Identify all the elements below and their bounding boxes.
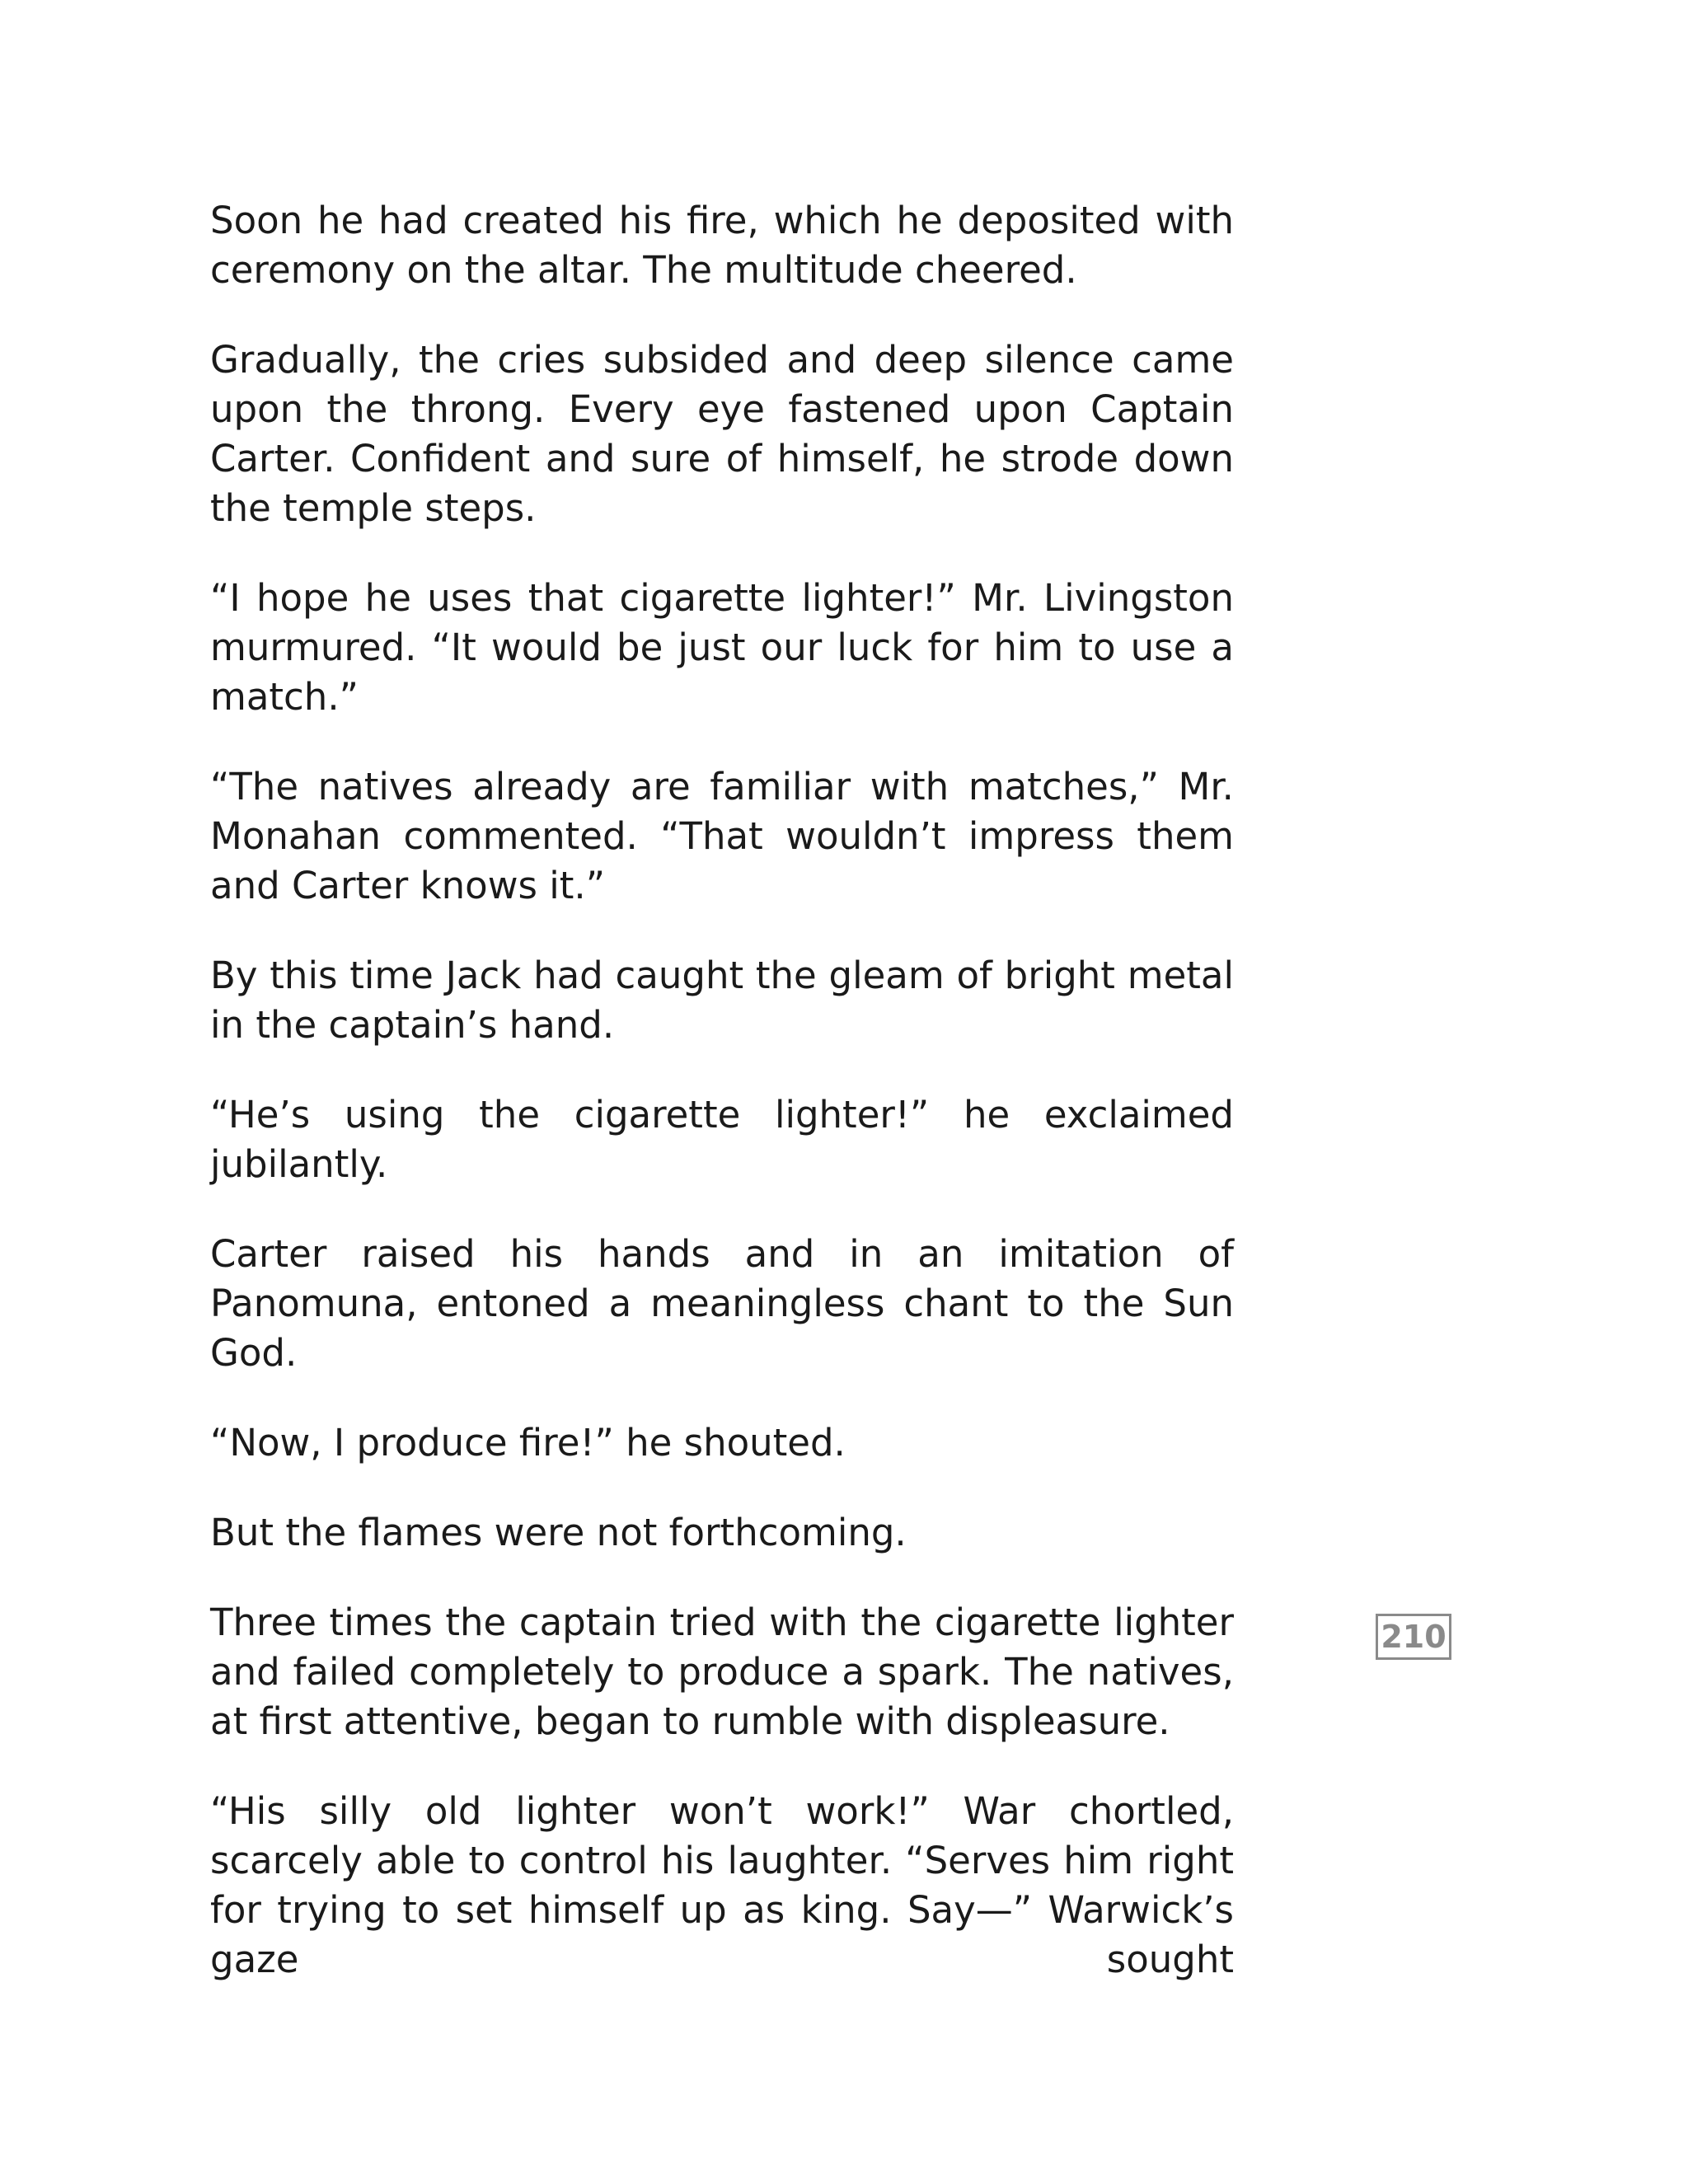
- paragraph: Three times the captain tried with the cigarette lighter and failed completely to produce a spark. The natives, at first attentive, began to rumble with displeasure.: [210, 1601, 1234, 1743]
- paragraph: Gradually, the cries subsided and deep silence came upon the throng. Every eye fastened upon Captain Carter. Confident and sure of himself, he strode down the temple steps.: [210, 338, 1234, 530]
- paragraph: Soon he had created his fire, which he deposited with ceremony on the altar. The multitude cheered.: [210, 199, 1234, 292]
- paragraph: “The natives already are familiar with matches,” Mr. Monahan commented. “That wouldn’t impress them and Carter knows it.”: [210, 765, 1234, 907]
- paragraph: “His silly old lighter won’t work!” War chortled, scarcely able to control his laughter. “Serves him right for trying to set himself up as king. Say—” Warwick’s gaze sought: [210, 1789, 1234, 1981]
- page-number: 210: [1376, 1614, 1451, 1660]
- paragraph: “I hope he uses that cigarette lighter!” Mr. Livingston murmured. “It would be just our luck for him to use a match.”: [210, 576, 1234, 719]
- paragraph: But the flames were not forthcoming.: [210, 1511, 907, 1554]
- body-text: [210, 196, 1234, 1985]
- paragraph: By this time Jack had caught the gleam of bright metal in the captain’s hand.: [210, 954, 1234, 1047]
- paragraph: “He’s using the cigarette lighter!” he exclaimed jubilantly.: [210, 1093, 1234, 1186]
- paragraph: “Now, I produce fire!” he shouted.: [210, 1421, 846, 1465]
- paragraph: Carter raised his hands and in an imitation of Panomuna, entoned a meaningless chant to the Sun God.: [210, 1232, 1234, 1375]
